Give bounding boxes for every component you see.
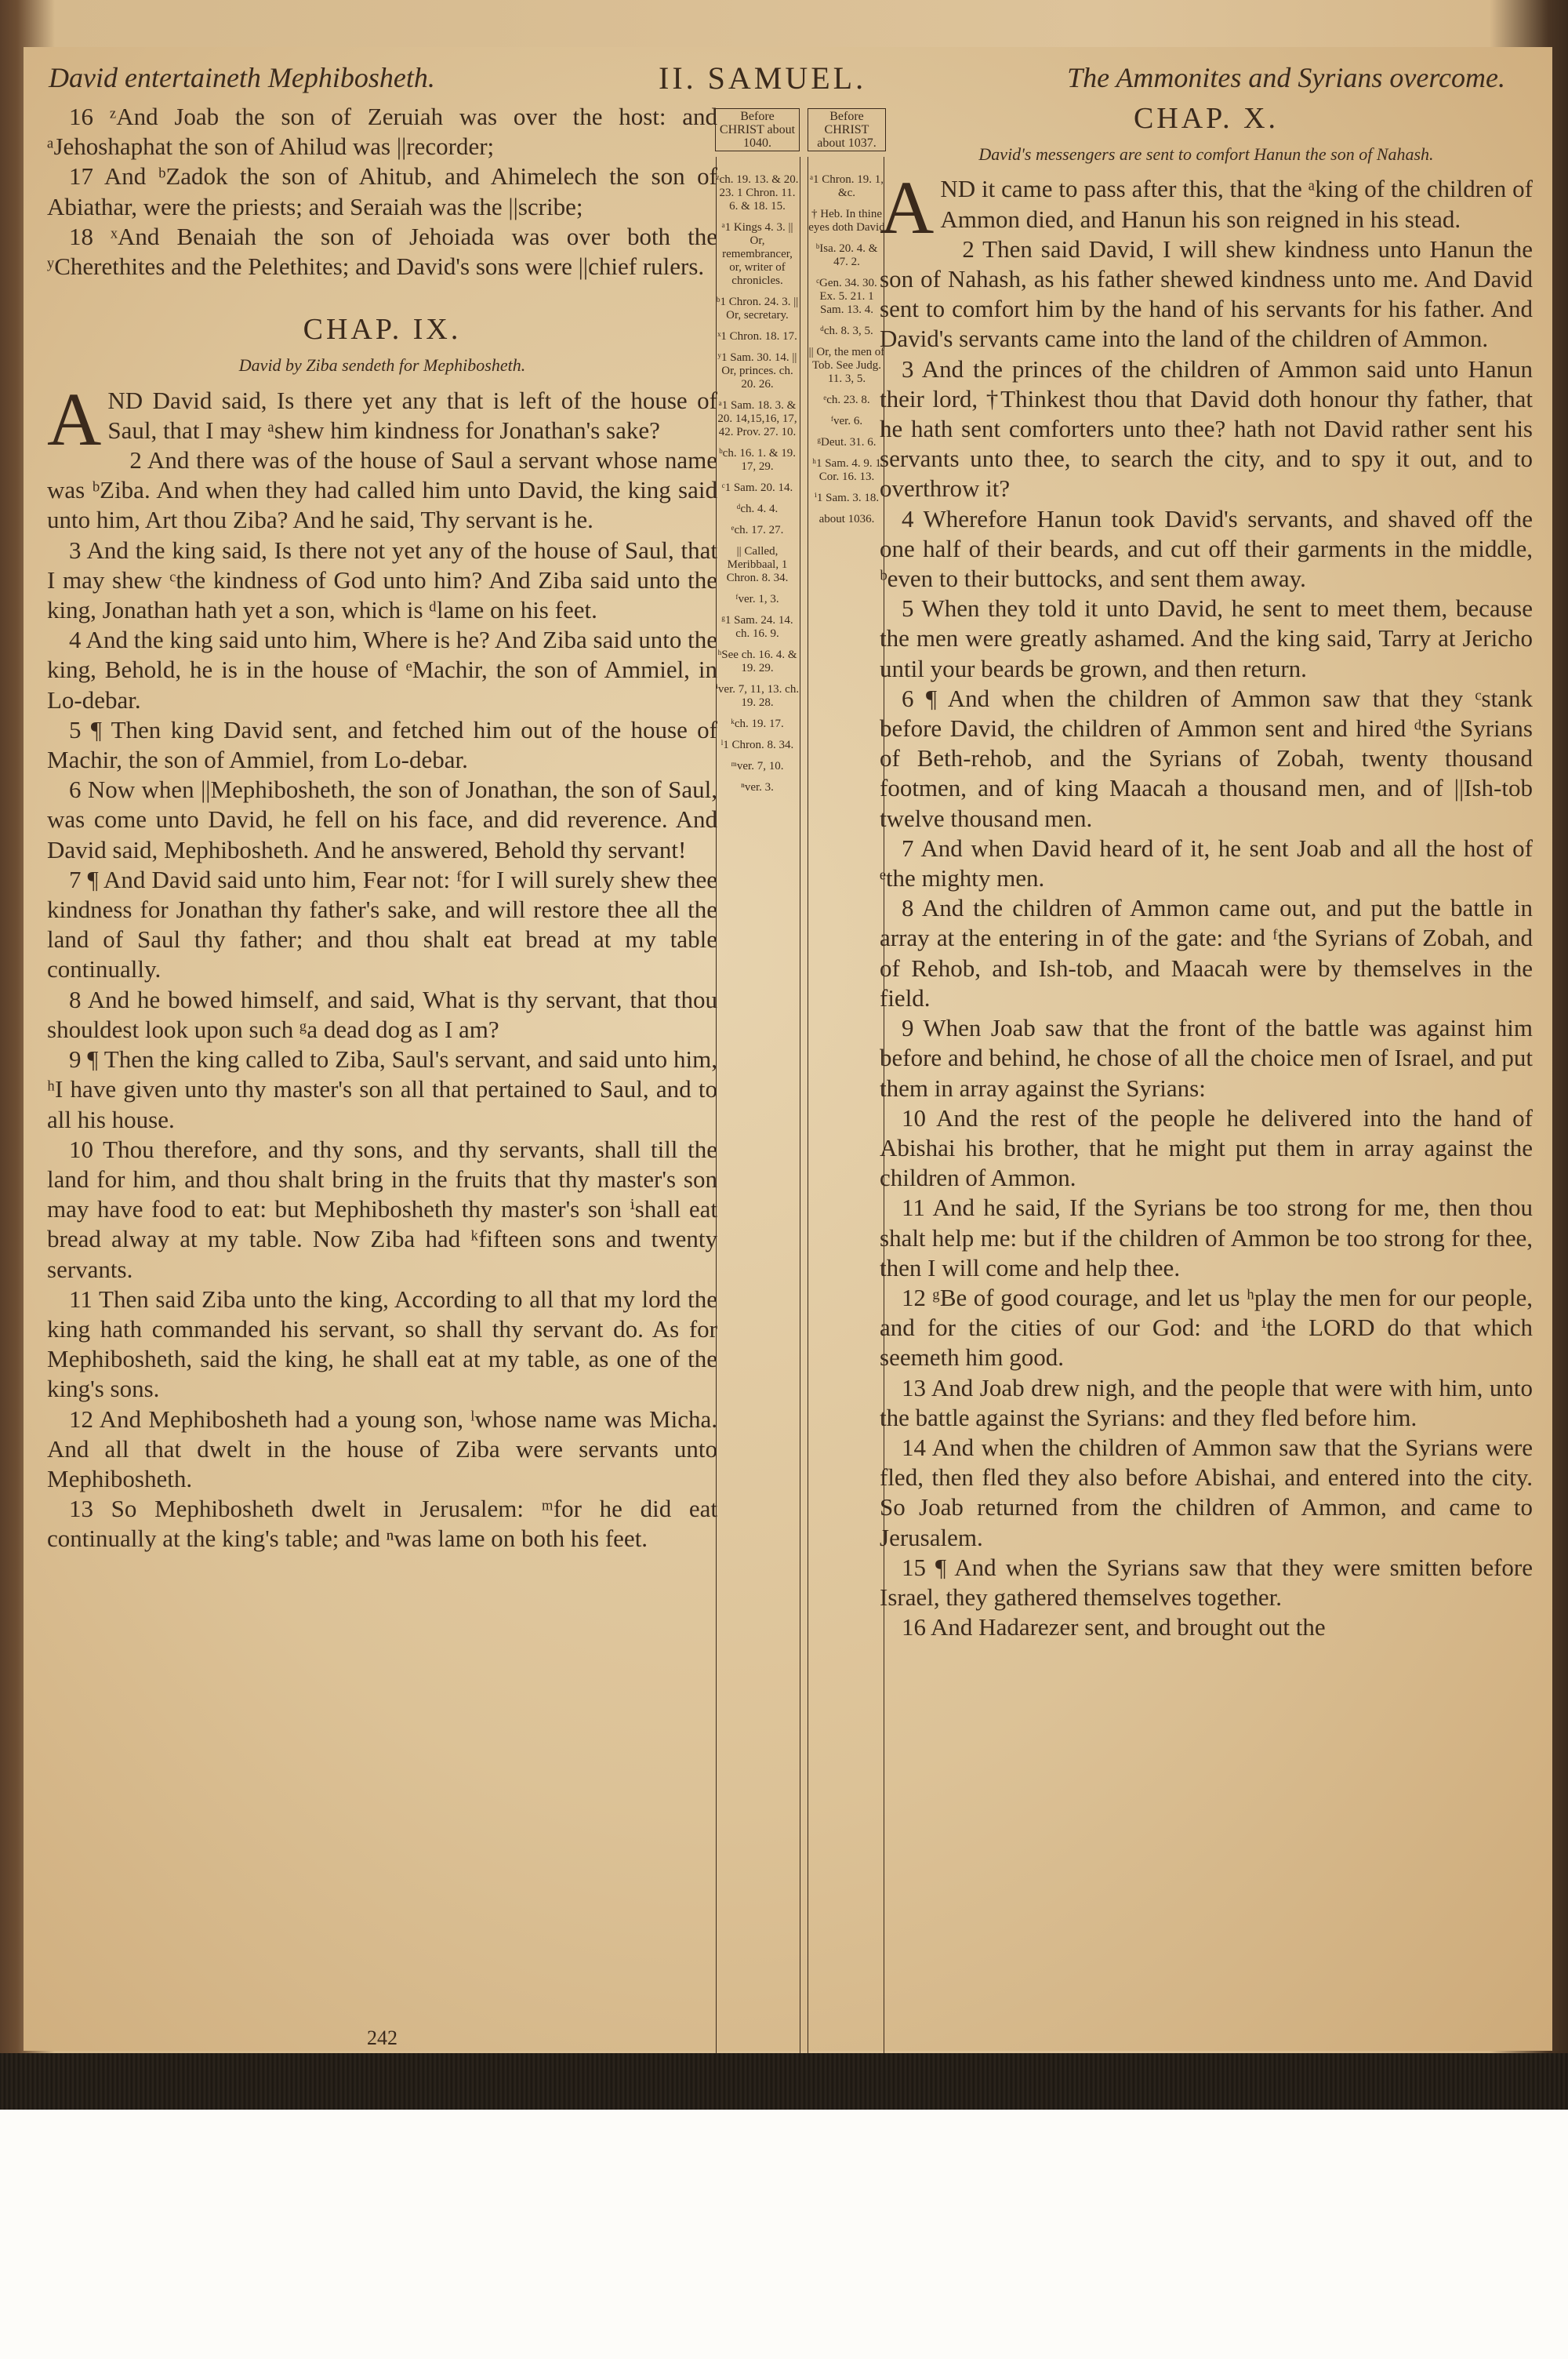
verse: 11 Then said Ziba unto the king, According to all that my lord the king hath commanded his servant, so shall thy servant do. As for Mephibosheth, said the king, he shall eat at my table, as one of the king's sons. bbox=[47, 1285, 717, 1403]
right-margin-references bbox=[808, 108, 886, 534]
verse: 4 And the king said unto him, Where is he? And Ziba said unto the king, Behold, he is in the house of ᵉMachir, the son of Ammiel, in Lo-debar. bbox=[47, 626, 717, 714]
verse: 15 ¶ And when the Syrians saw that they were smitten before Israel, they gathered themselves together. bbox=[880, 1553, 1533, 1611]
left-text-column bbox=[47, 102, 717, 1554]
margin-reference: ʰ1 Sam. 4. 9. 1 Cor. 16. 13. bbox=[812, 457, 881, 483]
margin-reference: ᵍ1 Sam. 24. 14. ch. 16. 9. bbox=[721, 614, 793, 640]
margin-reference: ⁿver. 3. bbox=[741, 781, 774, 794]
verse: 16 ᶻAnd Joab the son of Zeruiah was over the host: and ᵃJehoshaphat the son of Ahilud was ||recorder; bbox=[47, 103, 717, 161]
drop-cap: A bbox=[880, 165, 935, 250]
verse: 6 Now when ||Mephibosheth, the son of Jonathan, the son of Saul, was come unto David, he fell on his face, and did reverence. And David said, Mephibosheth. And he answered, Behold thy servant! bbox=[47, 776, 717, 863]
verse: 8 And he bowed himself, and said, What is thy servant, that thou shouldest look upon such ᵍa dead dog as I am? bbox=[47, 985, 717, 1043]
margin-date-header: Before CHRIST about 1040. bbox=[715, 108, 800, 151]
verse: 2 And there was of the house of Saul a servant whose name was ᵇZiba. And when they had called him unto David, the king said unto him, Art thou Ziba? And he said, Thy servant is he. bbox=[47, 446, 717, 534]
verse: 3 And the king said, Is there not yet any of the house of Saul, that I may shew ᶜthe kindness of God unto him? And Ziba said unto the king, Jonathan hath yet a son, which is ᵈlame on his feet. bbox=[47, 536, 717, 624]
verse-text: ND it came to pass after this, that the ᵃking of the children of Ammon died, and Hanun his son reigned in his stead. bbox=[940, 175, 1533, 233]
chapter-summary: David's messengers are sent to comfort Hanun the son of Nahash. bbox=[978, 144, 1434, 165]
margin-reference: ᵏch. 19. 17. bbox=[731, 718, 784, 730]
margin-reference: ᶠver. 6. bbox=[830, 415, 863, 427]
verse: 12 ᵍBe of good courage, and let us ʰplay the men for our people, and for the cities of our God: and ⁱthe LORD do that which seemeth him good. bbox=[880, 1283, 1533, 1372]
margin-reference: ʰSee ch. 16. 4. & 19. 29. bbox=[717, 649, 797, 674]
verse: 17 And ᵇZadok the son of Ahitub, and Ahimelech the son of Abiathar, were the priests; and Seraiah was the ||scribe; bbox=[47, 162, 717, 220]
bible-page bbox=[24, 47, 1552, 2051]
margin-reference: ᶻch. 19. 13. & 20. 23. 1 Chron. 11. 6. & 18. 15. bbox=[716, 173, 799, 213]
verse: 4 Wherefore Hanun took David's servants, and shaved off the one half of their beards, and cut off their garments in the middle, ᵇeven to their buttocks, and sent them away. bbox=[880, 504, 1533, 593]
verse: 16 And Hadarezer sent, and brought out the bbox=[902, 1613, 1326, 1641]
margin-reference: ᵍDeut. 31. 6. bbox=[817, 436, 877, 449]
right-text-column bbox=[880, 102, 1533, 1642]
chapter-summary: David by Ziba sendeth for Mephibosheth. bbox=[238, 355, 526, 376]
margin-reference: ᵃ1 Kings 4. 3. || Or, remembrancer, or, writer of chronicles. bbox=[721, 221, 793, 287]
chapter-heading: CHAP. IX. bbox=[303, 313, 462, 347]
margin-reference: || Or, the men of Tob. See Judg. 11. 3, 5. bbox=[808, 346, 885, 385]
running-head-center: II. SAMUEL. bbox=[659, 60, 867, 96]
margin-reference: ᵇIsa. 20. 4. & 47. 2. bbox=[815, 242, 878, 268]
verse: 8 And the children of Ammon came out, and put the battle in array at the entering in of the gate: and ᶠthe Syrians of Zobah, and of Rehob, and Ish-tob, and Maacah were by themselves in the field. bbox=[880, 894, 1533, 1012]
verse: 5 ¶ Then king David sent, and fetched him out of the house of Machir, the son of Ammiel, from Lo-debar. bbox=[47, 715, 717, 774]
margin-date-header: Before CHRIST about 1037. bbox=[808, 108, 886, 151]
margin-reference: ˡ1 Chron. 8. 34. bbox=[720, 739, 794, 751]
margin-reference: ᶜGen. 34. 30. Ex. 5. 21. 1 Sam. 13. 4. bbox=[816, 277, 877, 316]
verse: 9 When Joab saw that the front of the battle was against him before and behind, he chose of all the choice men of Israel, and put them in array against the Syrians: bbox=[880, 1014, 1533, 1102]
verse: 13 And Joab drew nigh, and the people that were with him, unto the battle against the Syrians: and they fled before him. bbox=[880, 1373, 1533, 1431]
margin-reference: ᵇ1 Chron. 24. 3. || Or, secretary. bbox=[716, 296, 799, 322]
first-verse bbox=[47, 376, 717, 461]
verse: 11 And he said, If the Syrians be too strong for me, then thou shalt help me: but if the children of Ammon be too strong for thee, then I will come and help thee. bbox=[880, 1194, 1533, 1281]
book-binding-edge bbox=[0, 2053, 1568, 2110]
margin-reference: || Called, Meribbaal, 1 Chron. 8. 34. bbox=[726, 545, 789, 584]
margin-reference: ᵃ1 Chron. 19. 1, &c. bbox=[809, 173, 884, 199]
margin-reference: ʸ1 Sam. 30. 14. || Or, princes. ch. 20. 26. bbox=[717, 351, 797, 391]
chapter-heading: CHAP. X. bbox=[1133, 102, 1279, 135]
margin-reference: ᵉch. 17. 27. bbox=[731, 524, 784, 536]
first-verse bbox=[880, 165, 1533, 250]
verse: 10 And the rest of the people he delivered into the hand of Abishai his brother, that he might put them in array against the children of Ammon. bbox=[880, 1103, 1533, 1192]
verse: 6 ¶ And when the children of Ammon saw that they ᶜstank before David, the children of Ammon sent and hired ᵈthe Syrians of Beth-rehob, and the Syrians of Zobah, twenty thousand footmen, and of king Maacah a thousand men, and of ||Ish-tob twelve thousand men. bbox=[880, 684, 1533, 832]
margin-reference: † Heb. In thine eyes doth David bbox=[808, 208, 885, 234]
margin-reference: ᶜ1 Sam. 20. 14. bbox=[721, 482, 793, 494]
margin-reference: ᵇch. 16. 1. & 19. 17, 29. bbox=[719, 447, 796, 473]
verse: 2 Then said David, I will shew kindness unto Hanun the son of Nahash, as his father shewed kindness unto me. And David sent to comfort him by the hand of his servants for his father. And David's servants came into the land of the children of Ammon. bbox=[880, 234, 1533, 353]
verse: 14 And when the children of Ammon saw that the Syrians were fled, then fled they also before Abishai, and entered into the city. So Joab returned from the children of Ammon, and came to Jerusalem. bbox=[880, 1433, 1533, 1551]
verse: 10 Thou therefore, and thy sons, and thy servants, shall till the land for him, and thou shalt bring in the fruits that thy master's son may have food to eat: but Mephibosheth thy master's son ⁱshall eat bread alway at my table. Now Ziba had ᵏfifteen sons and twenty servants. bbox=[47, 1135, 717, 1283]
running-head-left: David entertaineth Mephibosheth. bbox=[49, 62, 435, 93]
margin-reference: ᵉch. 23. 8. bbox=[823, 394, 870, 406]
verse: 13 So Mephibosheth dwelt in Jerusalem: ᵐfor he did eat continually at the king's table; and ⁿwas lame on both his feet. bbox=[47, 1495, 717, 1553]
margin-reference: ᵃ1 Sam. 18. 3. & 20. 14,15,16, 17, 42. Prov. 27. 10. bbox=[717, 399, 797, 438]
verse: 9 ¶ Then the king called to Ziba, Saul's servant, and said unto him, ʰI have given unto thy master's son all that pertained to Saul, and to all his house. bbox=[47, 1045, 717, 1133]
verse: 18 ˣAnd Benaiah the son of Jehoiada was over both the ʸCherethites and the Pelethites; and David's sons were ||chief rulers. bbox=[47, 222, 717, 281]
left-margin-references bbox=[715, 108, 800, 802]
margin-reference: ˣ1 Chron. 18. 17. bbox=[717, 330, 797, 343]
margin-reference: ⁱ1 Sam. 3. 18. bbox=[814, 492, 880, 504]
margin-reference: ⁱver. 7, 11, 13. ch. 19. 28. bbox=[715, 683, 800, 709]
margin-reference: ᵐver. 7, 10. bbox=[731, 760, 784, 772]
page-number: 242 bbox=[367, 2026, 397, 2049]
verse: 12 And Mephibosheth had a young son, ˡwhose name was Micha. And all that dwelt in the house of Ziba were servants unto Mephibosheth. bbox=[47, 1405, 717, 1492]
margin-reference: ᶠver. 1, 3. bbox=[735, 593, 779, 605]
margin-reference: ᵈch. 8. 3, 5. bbox=[820, 325, 873, 337]
verse: 3 And the princes of the children of Ammon said unto Hanun their lord, †Thinkest thou that David doth honour thy father, that he hath sent comforters unto thee? hath not David rather sent his servants unto thee, to search the city, and to spy it out, and to overthrow it? bbox=[880, 354, 1533, 503]
margin-reference: ᵈch. 4. 4. bbox=[736, 503, 779, 515]
verse-text: ND David said, Is there yet any that is left of the house of Saul, that I may ᵃshew him kindness for Jonathan's sake? bbox=[107, 386, 717, 444]
drop-cap: A bbox=[47, 376, 102, 461]
verse: 7 ¶ And David said unto him, Fear not: ᶠfor I will surely shew thee kindness for Jonathan thy father's sake, and will restore thee all the land of Saul thy father; and thou shalt eat bread at my table continually. bbox=[47, 865, 717, 983]
verse: 7 And when David heard of it, he sent Joab and all the host of ᵉthe mighty men. bbox=[880, 834, 1533, 892]
verse: 5 When they told it unto David, he sent to meet them, because the men were greatly ashamed. And the king said, Tarry at Jericho until your beards be grown, and then return. bbox=[880, 594, 1533, 682]
margin-reference: about 1036. bbox=[818, 513, 875, 525]
running-head-right: The Ammonites and Syrians overcome. bbox=[1067, 62, 1505, 93]
